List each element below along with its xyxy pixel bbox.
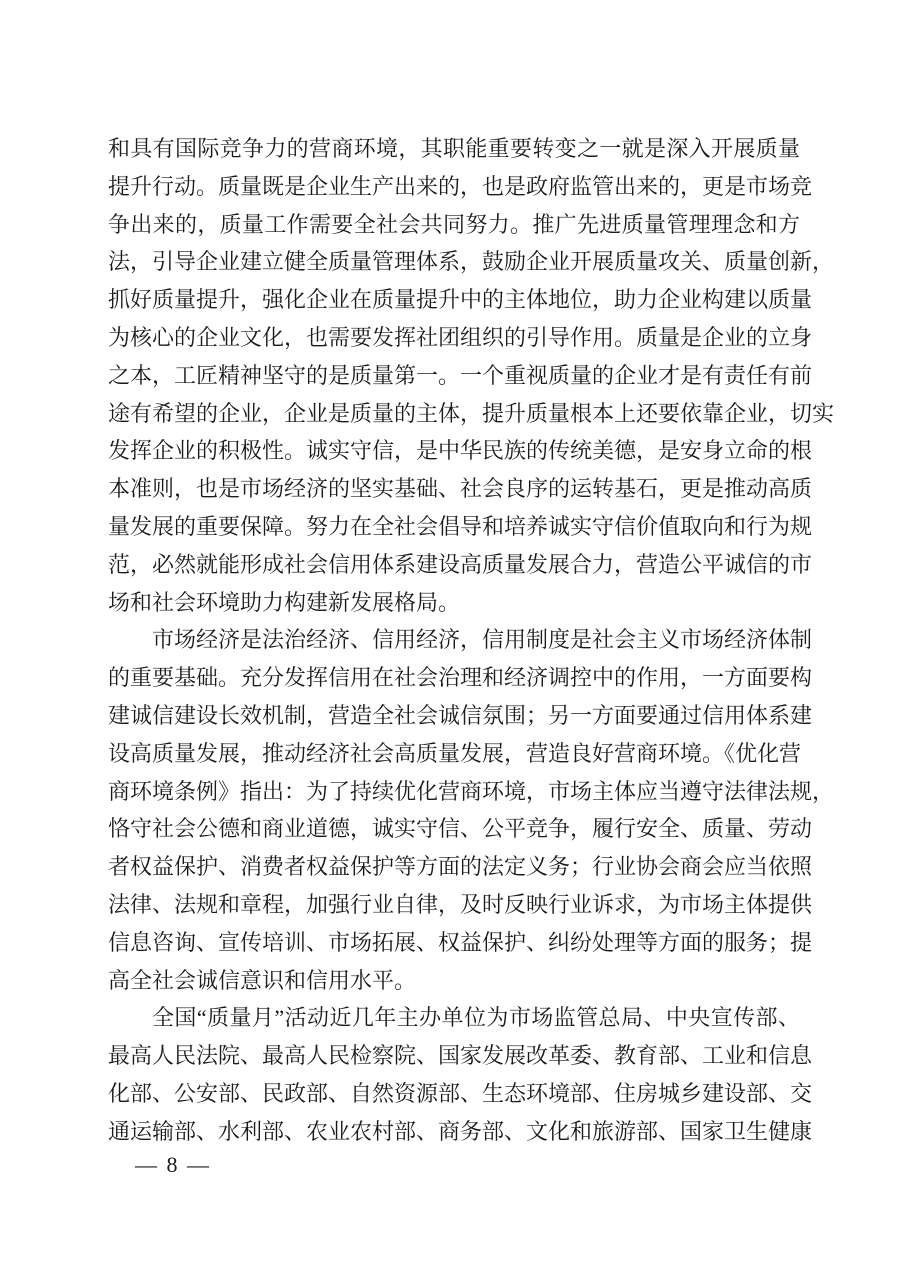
- text-line: 量发展的重要保障。努力在全社会倡导和培养诚实守信价值取向和行为规: [108, 513, 813, 539]
- text-line: 场和社会环境助力构建新发展格局。: [108, 589, 461, 615]
- text-line: 全国“质量月”活动近几年主办单位为市场监管总局、中央宣传部、: [152, 1005, 800, 1031]
- text-line: 途有希望的企业，企业是质量的主体，提升质量根本上还要依靠企业，切实: [108, 400, 835, 426]
- text-line: 者权益保护、消费者权益保护等方面的法定义务；行业协会商会应当依照: [108, 854, 813, 880]
- text-line: 的重要基础。充分发挥信用在社会治理和经济调控中的作用，一方面要构: [108, 665, 813, 691]
- text-line: 发挥企业的积极性。诚实守信，是中华民族的传统美德，是安身立命的根: [108, 438, 813, 464]
- text-line: 市场经济是法治经济、信用经济，信用制度是社会主义市场经济体制: [152, 627, 813, 653]
- text-line: 最高人民法院、最高人民检察院、国家发展改革委、教育部、工业和信息: [108, 1043, 813, 1069]
- text-line: 法，引导企业建立健全质量管理体系，鼓励企业开展质量攻关、质量创新，: [108, 249, 835, 275]
- body-text: [108, 130, 835, 1151]
- text-line: 法律、法规和章程，加强行业自律，及时反映行业诉求，为市场主体提供: [108, 891, 813, 917]
- page-number: — 8 —: [135, 1152, 211, 1177]
- text-line: 恪守社会公德和商业道德，诚实守信、公平竞争，履行安全、质量、劳动: [108, 816, 813, 842]
- text-line: 争出来的，质量工作需要全社会共同努力。推广先进质量管理理念和方: [108, 211, 800, 237]
- text-line: 高全社会诚信意识和信用水平。: [108, 967, 417, 993]
- text-line: 信息咨询、宣传培训、市场拓展、权益保护、纠纷处理等方面的服务；提: [108, 929, 813, 955]
- text-line: 提升行动。质量既是企业生产出来的，也是政府监管出来的，更是市场竞: [108, 173, 813, 199]
- text-line: 为核心的企业文化，也需要发挥社团组织的引导作用。质量是企业的立身: [108, 324, 813, 350]
- text-line: 设高质量发展，推动经济社会高质量发展，营造良好营商环境。《优化营: [108, 740, 802, 766]
- text-line: 建诚信建设长效机制，营造全社会诚信氛围；另一方面要通过信用体系建: [108, 702, 813, 728]
- text-line: 范，必然就能形成社会信用体系建设高质量发展合力，营造公平诚信的市: [108, 551, 813, 577]
- text-line: 抓好质量提升，强化企业在质量提升中的主体地位，助力企业构建以质量: [108, 287, 813, 313]
- text-line: 通运输部、水利部、农业农村部、商务部、文化和旅游部、国家卫生健康: [108, 1118, 813, 1144]
- text-line: 和具有国际竞争力的营商环境，其职能重要转变之一就是深入开展质量: [108, 136, 800, 161]
- text-line: 商环境条例》指出：为了持续优化营商环境，市场主体应当遵守法律法规，: [108, 778, 835, 804]
- text-line: 化部、公安部、民政部、自然资源部、生态环境部、住房城乡建设部、交: [108, 1080, 813, 1106]
- text-line: 本准则，也是市场经济的坚实基础、社会良序的运转基石，更是推动高质: [108, 476, 813, 502]
- text-line: 之本，工匠精神坚守的是质量第一。一个重视质量的企业才是有责任有前: [108, 362, 813, 388]
